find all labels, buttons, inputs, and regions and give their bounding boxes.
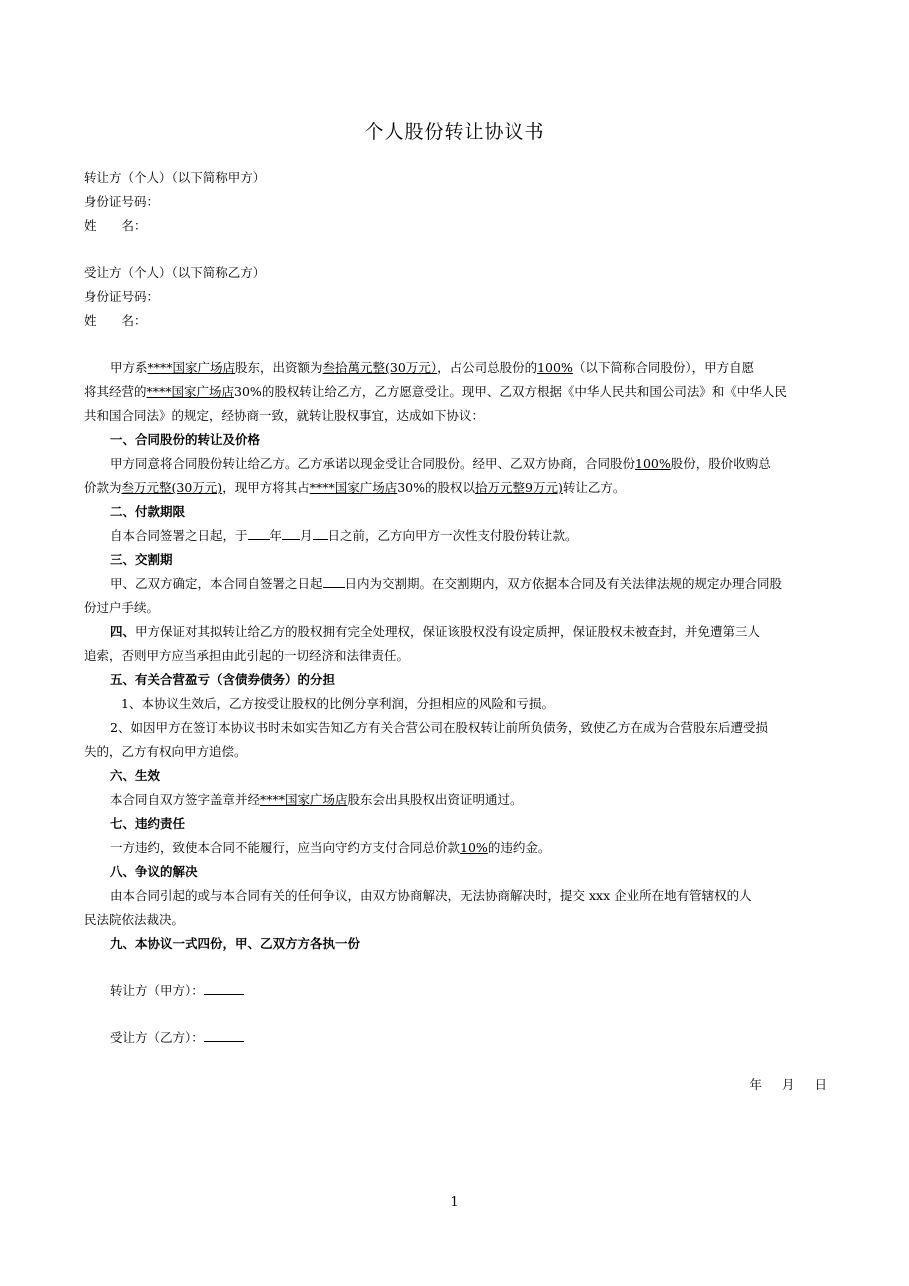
section-4-heading: 四、 <box>110 624 136 639</box>
section-1-heading: 一、合同股份的转让及价格 <box>110 432 261 447</box>
company-name: ****国家广场店 <box>147 360 236 375</box>
days-blank <box>323 575 345 588</box>
transferee-id-label: 身份证号码： <box>84 289 160 304</box>
signature-blank-a <box>204 982 244 995</box>
day-blank <box>313 527 328 540</box>
transferee-heading: 受让方（个人）（以下简称乙方） <box>84 265 266 280</box>
capital-amount: 叁拾萬元整(30万元） <box>322 360 438 375</box>
section-1-line-1: 甲方同意将合同股份转让给乙方。乙方承诺以现金受让合同股份。经甲、乙双方协商，合同股份100%股份，股价收购总 <box>110 456 771 471</box>
section-7-heading: 七、违约责任 <box>110 816 186 831</box>
section-8-line-1: 由本合同引起的或与本合同有关的任何争议，由双方协商解决，无法协商解决时，提交 xxx 企业所在地有管辖权的人 <box>110 888 752 903</box>
section-7-line-1: 一方违约，致使本合同不能履行，应当向守约方支付合同总价款10%的违约金。 <box>110 840 551 855</box>
section-2-line-1: 自本合同签署之日起，于 年 月 日之前，乙方向甲方一次性支付股份转让款。 <box>110 528 578 543</box>
section-8-line-2: 民法院依法裁决。 <box>84 912 185 927</box>
section-1-line-2: 价款为叁万元整(30万元)，现甲方将其占****国家广场店30%的股权以拾万元整9万元)转让乙方。 <box>84 480 626 495</box>
total-price: 叁万元整(30万元) <box>121 480 223 495</box>
transferee-name-label: 姓 名： <box>84 313 147 328</box>
share-percentage: 100% <box>635 456 671 471</box>
section-3-heading: 三、交割期 <box>110 552 173 567</box>
section-5-line-2: 2、如因甲方在签订本协议书时未如实告知乙方有关合营公司在股权转让前所负债务，致使乙方在成为合营股东后遭受损 <box>110 720 768 735</box>
section-3-line-1: 甲、乙双方确定，本合同自签署之日起 日内为交割期。在交割期内，双方依据本合同及有关法律法规的规定办理合同股 <box>110 576 783 591</box>
intro-line-2: 将其经营的****国家广场店30%的股权转让给乙方，乙方愿意受让。现甲、乙双方根据《中华人民共和国公司法》和《中华人民 <box>84 384 787 399</box>
share-percentage: 100% <box>537 360 573 375</box>
year-blank <box>248 527 270 540</box>
company-name: ****国家广场店 <box>260 792 348 807</box>
section-6-line-1: 本合同自双方签字盖章并经****国家广场店股东会出具股权出资证明通过。 <box>110 792 523 807</box>
date-line: 年 月 日 <box>749 1077 827 1092</box>
section-6-heading: 六、生效 <box>110 768 161 783</box>
intro-line-3: 共和国合同法》的规定，经协商一致，就转让股权事宜，达成如下协议： <box>84 408 485 423</box>
section-5-line-1: 1、本协议生效后，乙方按受让股权的比例分享利润，分担相应的风险和亏损。 <box>121 696 554 711</box>
section-4-line-1: 四、甲方保证对其拟转让给乙方的股权拥有完全处理权，保证该股权没有设定质押，保证股权未被查封，并免遭第三人 <box>110 624 761 639</box>
section-5-line-3: 失的，乙方有权向甲方追偿。 <box>84 744 247 759</box>
company-name: ****国家广场店 <box>146 384 235 399</box>
page-number: 1 <box>450 1195 459 1210</box>
signature-party-a: 转让方（甲方）： <box>110 982 244 1000</box>
section-8-heading: 八、争议的解决 <box>110 864 198 879</box>
section-3-line-2: 份过户手续。 <box>84 600 160 615</box>
transferor-id-label: 身份证号码： <box>84 194 160 209</box>
section-4-line-2: 追索，否则甲方应当承担由此引起的一切经济和法律责任。 <box>84 648 410 663</box>
penalty-percentage: 10% <box>460 840 488 855</box>
transferor-name-label: 姓 名： <box>84 218 147 233</box>
section-9-heading: 九、本协议一式四份，甲、乙双方方各执一份 <box>110 936 361 951</box>
intro-line-1: 甲方系****国家广场店股东，出资额为叁拾萬元整(30万元），占公司总股份的100%（以下简称合同股份），甲方自愿 <box>110 360 755 375</box>
signature-blank-b <box>204 1029 244 1042</box>
page-title: 个人股份转让协议书 <box>364 121 545 143</box>
section-2-heading: 二、付款期限 <box>110 504 186 519</box>
month-blank <box>282 527 300 540</box>
section-5-heading: 五、有关合营盈亏（含债券债务）的分担 <box>110 672 336 687</box>
transfer-price: 拾万元整9万元) <box>475 480 563 495</box>
company-name: ****国家广场店 <box>309 480 398 495</box>
transferor-heading: 转让方（个人）（以下简称甲方） <box>84 170 266 185</box>
signature-party-b: 受让方（乙方）： <box>110 1029 244 1047</box>
